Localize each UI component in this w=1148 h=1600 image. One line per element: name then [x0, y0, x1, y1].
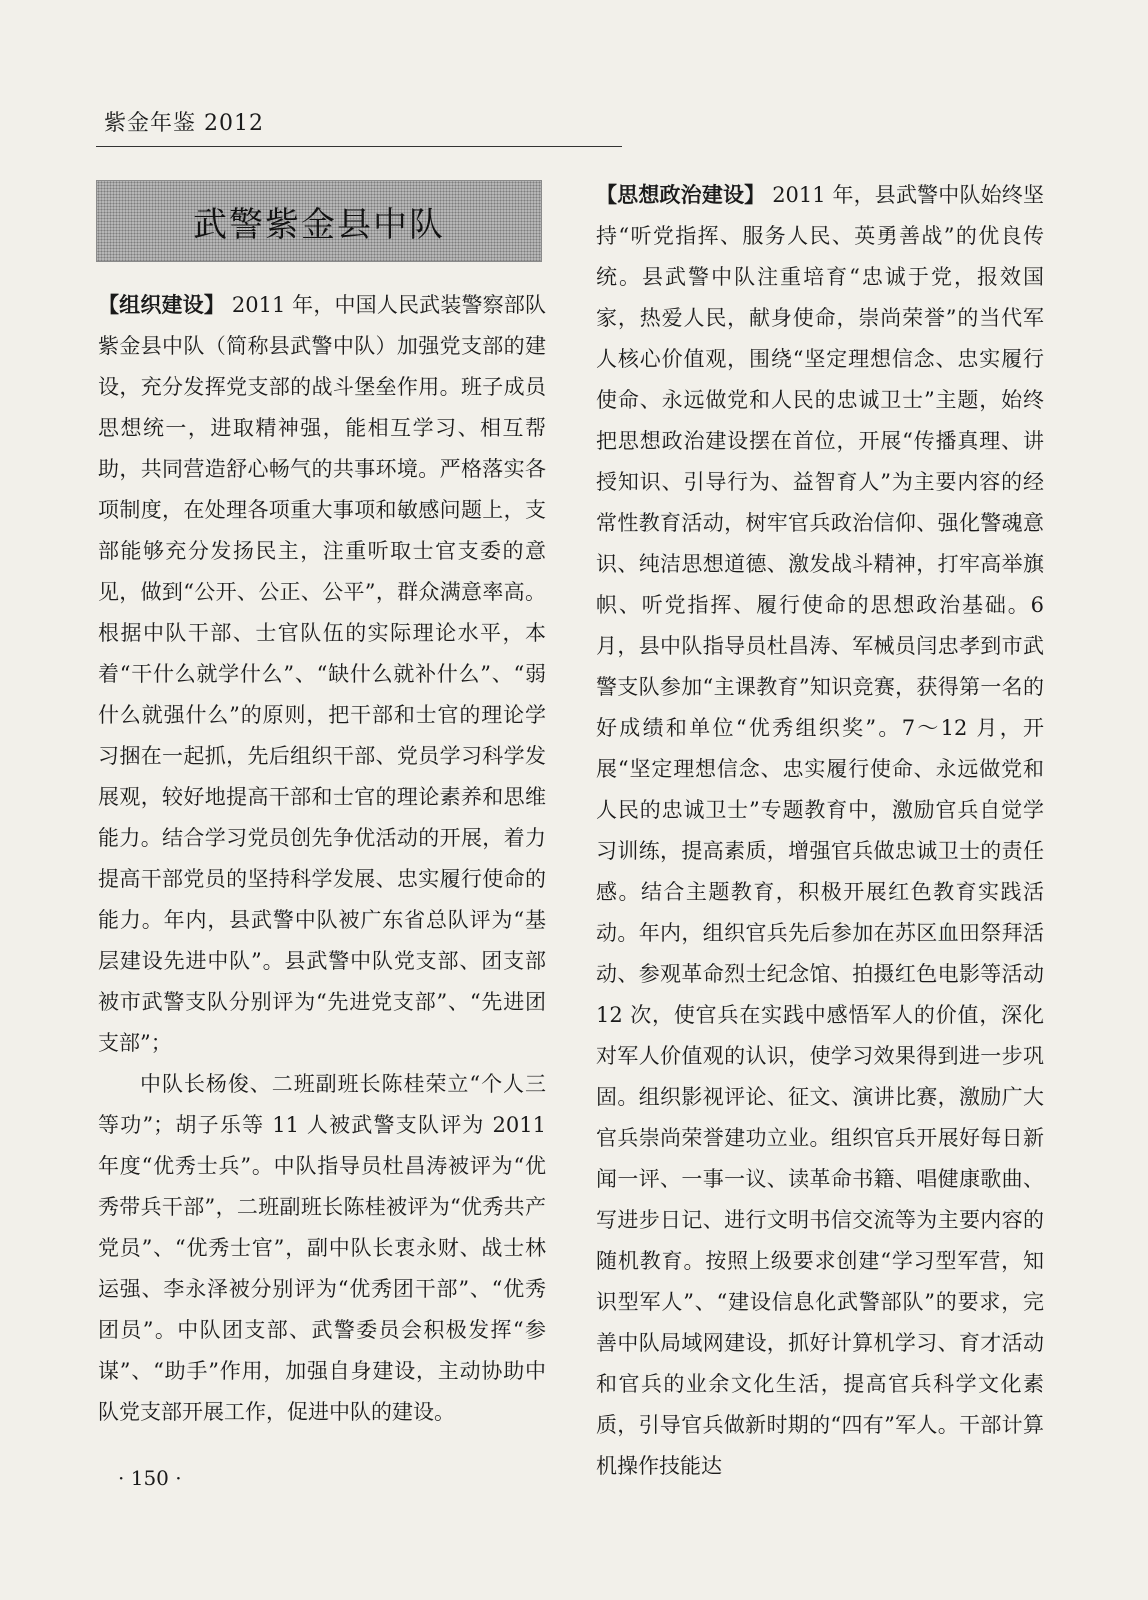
page-number: · 150 ·: [118, 1466, 182, 1490]
organization-heading: 【组织建设】: [98, 293, 226, 317]
header-rule: [96, 146, 622, 147]
ideology-paragraph: [596, 175, 1044, 1487]
right-column: [596, 175, 1044, 1487]
ideology-heading: 【思想政治建设】: [596, 183, 766, 207]
page-title: 武警紫金县中队: [193, 204, 445, 245]
left-column: [98, 285, 546, 1433]
awards-paragraph: 中队长杨俊、二班副班长陈桂荣立“个人三等功”；胡子乐等 11 人被武警支队评为 2011 年度“优秀士兵”。中队指导员杜昌涛被评为“优秀带兵干部”，二班副班长陈桂被评为“优秀共产党员”、“优秀士官”，副中队长衷永财、战士林运强、李永泽被分别评为“优秀团干部”、“优秀团员”。中队团支部、武警委员会积极发挥“参谋”、“助手”作用，加强自身建设，主动协助中队党支部开展工作，促进中队的建设。: [98, 1072, 546, 1424]
running-head: 紫金年鉴 2012: [104, 111, 264, 136]
organization-paragraph: [98, 285, 546, 1064]
section-title-box: [96, 180, 542, 262]
organization-text: 2011 年，中国人民武装警察部队紫金县中队（简称县武警中队）加强党支部的建设，充分发挥党支部的战斗堡垒作用。班子成员思想统一，进取精神强，能相互学习、相互帮助，共同营造舒心畅气的共事环境。严格落实各项制度，在处理各项重大事项和敏感问题上，支部能够充分发扬民主，注重听取士官支委的意见，做到“公开、公正、公平”，群众满意率高。根据中队干部、士官队伍的实际理论水平，本着“干什么就学什么”、“缺什么就补什么”、“弱什么就强什么”的原则，把干部和士官的理论学习捆在一起抓，先后组织干部、党员学习科学发展观，较好地提高干部和士官的理论素养和思维能力。结合学习党员创先争优活动的开展，着力提高干部党员的坚持科学发展、忠实履行使命的能力。年内，县武警中队被广东省总队评为“基层建设先进中队”。县武警中队党支部、团支部被市武警支队分别评为“先进党支部”、“先进团支部”；: [98, 293, 546, 1055]
ideology-text: 2011 年，县武警中队始终坚持“听党指挥、服务人民、英勇善战”的优良传统。县武警中队注重培育“忠诚于党，报效国家，热爱人民，献身使命，崇尚荣誉”的当代军人核心价值观，围绕“坚定理想信念、忠实履行使命、永远做党和人民的忠诚卫士”主题，始终把思想政治建设摆在首位，开展“传播真理、讲授知识、引导行为、益智育人”为主要内容的经常性教育活动，树牢官兵政治信仰、强化警魂意识、纯洁思想道德、激发战斗精神，打牢高举旗帜、听党指挥、履行使命的思想政治基础。6 月，县中队指导员杜昌涛、军械员闫忠孝到市武警支队参加“主课教育”知识竞赛，获得第一名的好成绩和单位“优秀组织奖”。7～12 月，开展“坚定理想信念、忠实履行使命、永远做党和人民的忠诚卫士”专题教育中，激励官兵自觉学习训练，提高素质，增强官兵做忠诚卫士的责任感。结合主题教育，积极开展红色教育实践活动。年内，组织官兵先后参加在苏区血田祭拜活动、参观革命烈士纪念馆、拍摄红色电影等活动 12 次，使官兵在实践中感悟军人的价值，深化对军人价值观的认识，使学习效果得到进一步巩固。组织影视评论、征文、演讲比赛，激励广大官兵崇尚荣誉建功立业。组织官兵开展好每日新闻一评、一事一议、读革命书籍、唱健康歌曲、写进步日记、进行文明书信交流等为主要内容的随机教育。按照上级要求创建“学习型军营，知识型军人”、“建设信息化武警部队”的要求，完善中队局域网建设，抓好计算机学习、育才活动和官兵的业余文化生活，提高官兵科学文化素质，引导官兵做新时期的“四有”军人。干部计算机操作技能达: [596, 183, 1044, 1478]
